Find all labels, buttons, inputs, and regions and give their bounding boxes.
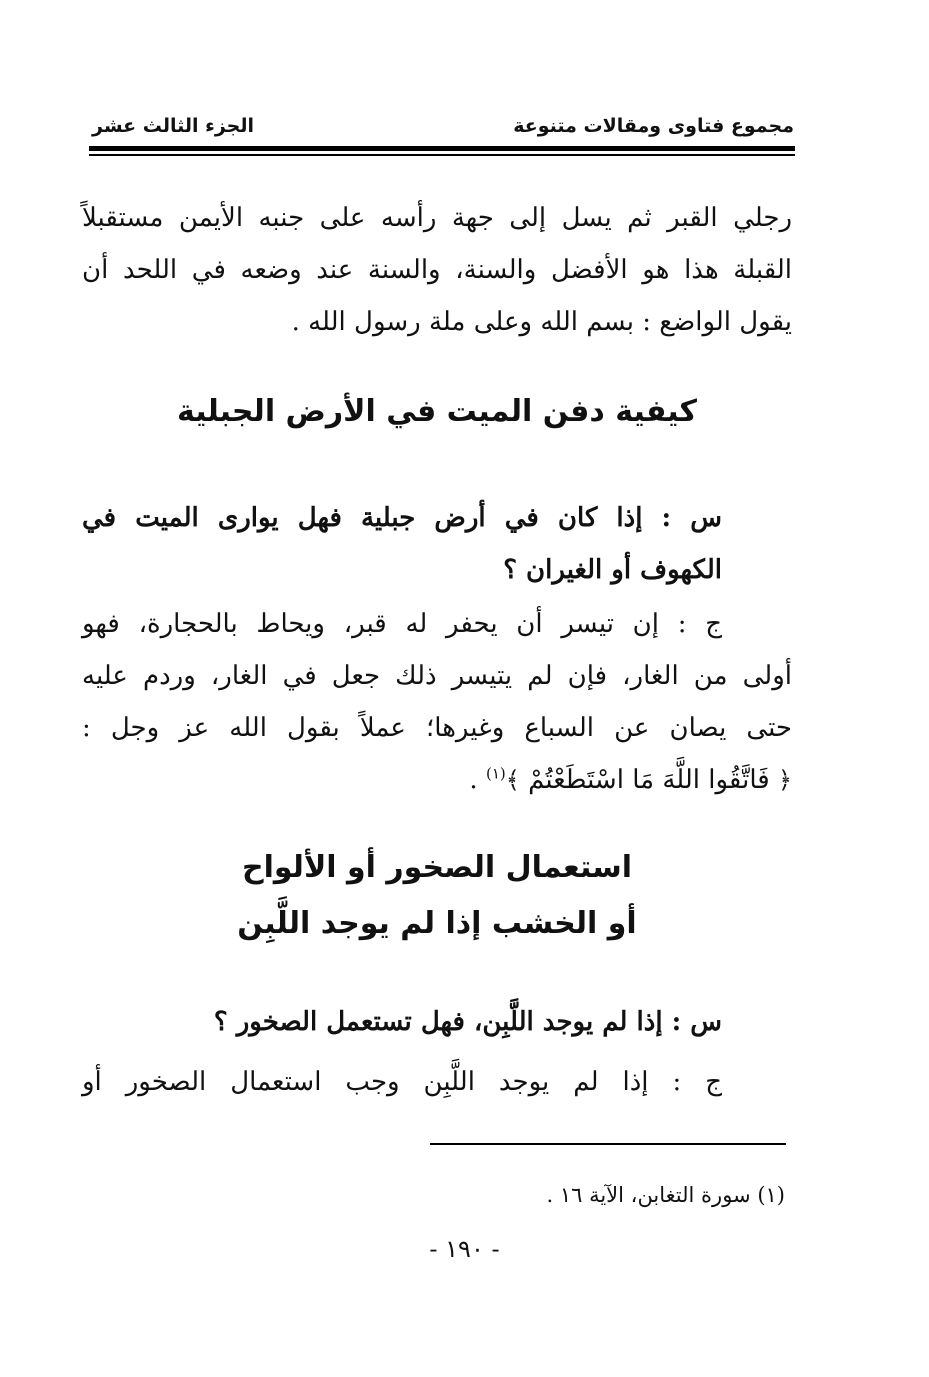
intro-line: رجلي القبر ثم يسل إلى جهة رأسه على جنبه الأيمن مستقبلاً [82, 203, 792, 233]
running-header [92, 112, 794, 140]
section-heading [82, 840, 792, 952]
question-paragraph [82, 996, 792, 1048]
footnote-separator [430, 1143, 786, 1145]
intro-paragraph [82, 192, 792, 348]
page-number: - ١٩٠ - [429, 1235, 500, 1263]
question-paragraph [82, 492, 792, 596]
answer-line: ج : إن تيسر أن يحفر له قبر، ويحاط بالحجارة، فهو [82, 609, 722, 639]
answer-line: أولى من الغار، فإن لم يتيسر ذلك جعل في الغار، وردم عليه [82, 661, 792, 691]
header-rule-thin [89, 154, 795, 156]
section-heading-line: أو الخشب إذا لم يوجد اللَّبِن [237, 906, 637, 941]
answer-line: حتى يصان عن السباع وغيرها؛ عملاً بقول الله عز وجل : [82, 713, 792, 743]
question-line: س : إذا كان في أرض جبلية فهل يوارى الميت في [82, 503, 722, 533]
answer-paragraph [82, 1056, 792, 1108]
verse-close-bracket: ﴾ [505, 766, 520, 794]
book-title: مجموع فتاوى ومقالات متنوعة [513, 115, 794, 137]
question-line: س : إذا لم يوجد اللَّبِن، فهل تستعمل الصخور ؟ [213, 1007, 722, 1037]
header-rule-thick [89, 146, 795, 151]
answer-line: ج : إذا لم يوجد اللَّبِن وجب استعمال الصخور أو [82, 1067, 722, 1097]
quran-verse [82, 754, 792, 806]
footnote-reference[interactable]: (١) [485, 764, 506, 783]
verse-open-bracket: ﴿ [777, 766, 792, 794]
question-line: الكهوف أو الغيران ؟ [503, 555, 722, 585]
answer-paragraph [82, 598, 792, 806]
section-heading-line: استعمال الصخور أو الألواح [241, 850, 633, 885]
verse-text: فَاتَّقُوا اللَّهَ مَا اسْتَطَعْتُمْ [528, 765, 770, 795]
volume-label: الجزء الثالث عشر [92, 115, 255, 137]
section-heading: كيفية دفن الميت في الأرض الجبلية [177, 394, 697, 429]
footnote: (١) سورة التغابن، الآية ١٦ . [546, 1183, 785, 1207]
verse-end: . [469, 765, 486, 795]
intro-line: يقول الواضع : بسم الله وعلى ملة رسول الله . [291, 307, 792, 337]
intro-line: القبلة هذا هو الأفضل والسنة، والسنة عند وضعه في اللحد أن [82, 255, 792, 285]
